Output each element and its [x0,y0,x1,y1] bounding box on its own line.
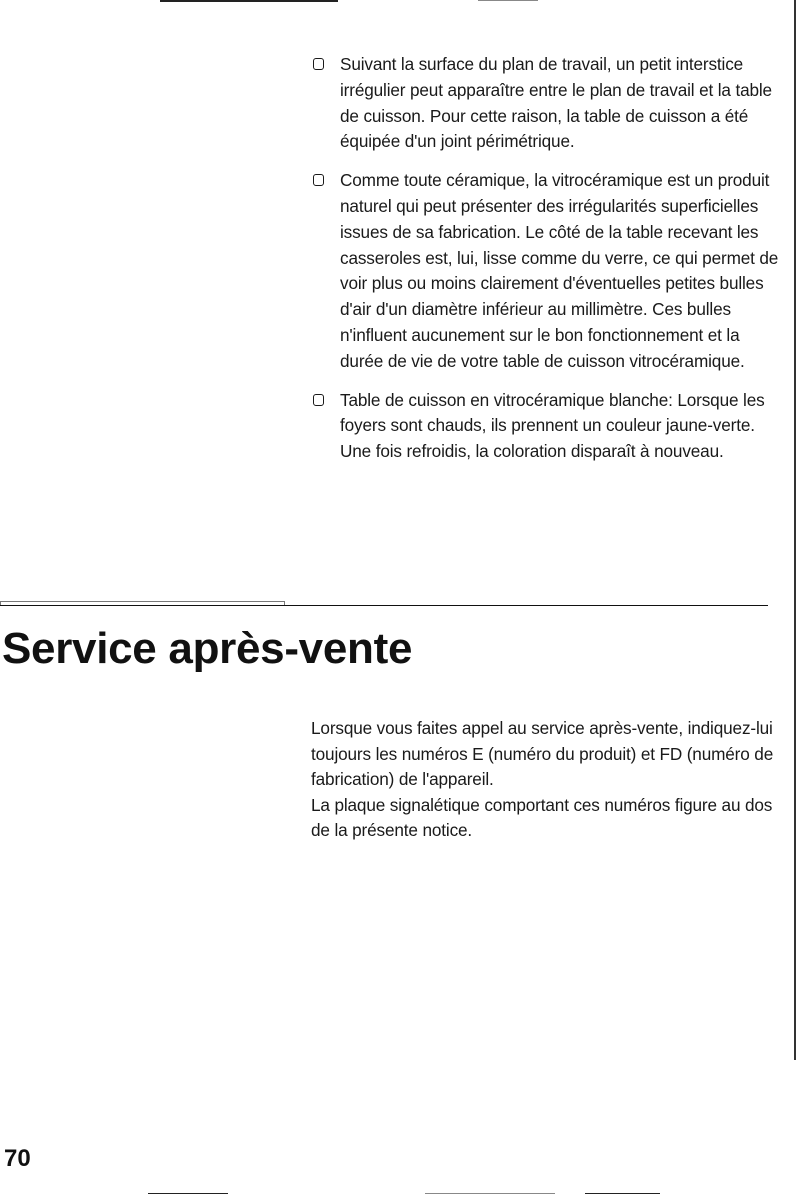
top-edge-line [160,0,338,2]
service-paragraph: Lorsque vous faites appel au service après-vente, indiquez-lui toujours les numéros E (numéro du produit) et FD (numéro de fabrication) de l'appareil. [311,718,774,789]
service-text [311,716,787,844]
page-number: 70 [4,1145,31,1172]
list-item [313,168,783,374]
bullet-text: Table de cuisson en vitrocéramique blanche: Lorsque les foyers sont chauds, ils prennent un couleur jaune-verte. Une fois refroidis, la coloration disparaît à nouveau. [340,389,765,462]
list-item [313,388,783,465]
bullet-list [313,52,783,478]
right-edge-line [794,0,796,1060]
section-divider [0,605,768,606]
bottom-edge-line-2 [425,1193,555,1194]
checkbox-icon [313,394,324,406]
list-item [313,52,783,155]
bottom-edge-line [148,1193,228,1194]
top-edge-line-2 [478,0,538,1]
section-title: Service après-vente [2,624,413,673]
bullet-text: Suivant la surface du plan de travail, un petit interstice irrégulier peut apparaître entre le plan de travail et la table de cuisson. Pour cette raison, la table de cuisson a été équipée d'un joint périmétrique. [340,54,772,152]
bottom-edge-line-3 [585,1193,660,1194]
checkbox-icon [313,58,324,70]
bullet-text: Comme toute céramique, la vitrocéramique est un produit naturel qui peut présenter des irrégularités superficielles issues de sa fabrication. Le côté de la table recevant les casseroles est, lui, lisse comme du verre, ce qui permet de voir plus ou moins clairement d'éventuelles petites bulles d'air d'un diamètre inférieur au millimètre. Ces bulles n'influent aucunement sur le bon fonctionnement et la durée de vie de votre table de cuisson vitrocéramique. [340,170,779,371]
service-paragraph: La plaque signalétique comportant ces numéros figure au dos de la présente notice. [311,794,773,840]
checkbox-icon [313,174,324,186]
